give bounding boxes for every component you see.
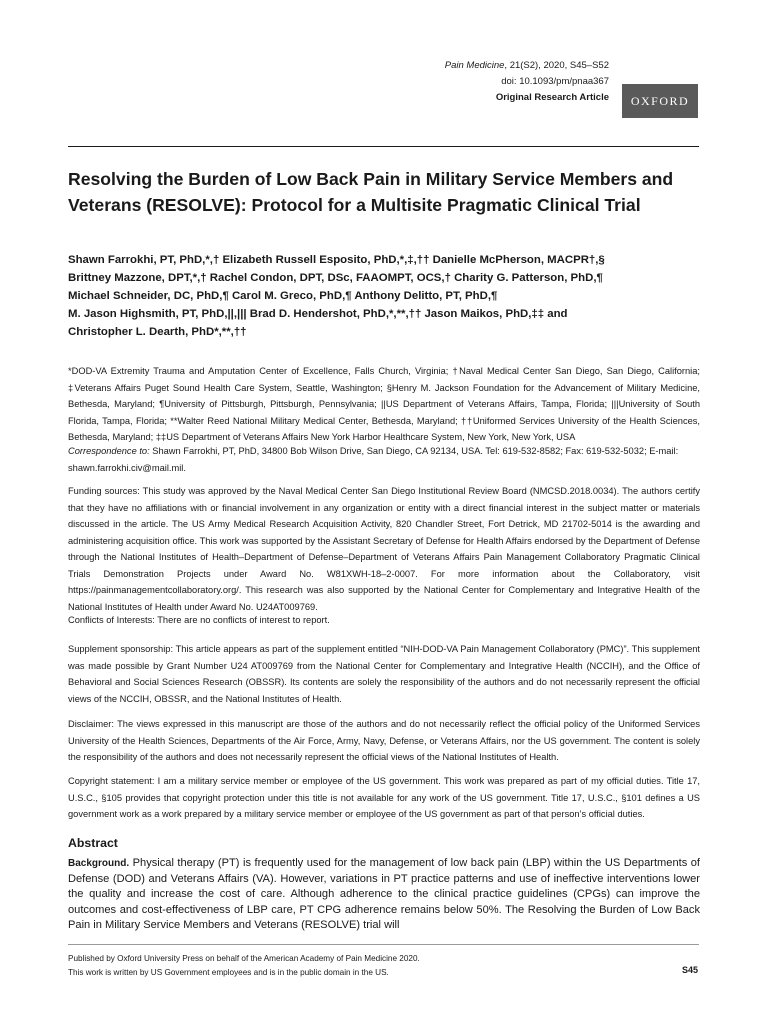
oxford-logo: OXFORD	[622, 84, 698, 118]
copyright-statement: Copyright statement: I am a military service member or employee of the US government. This work was prepared as part of my official duties. Title 17, U.S.C., §105 provides that copyright protection under this title is not available for any work of the US government. Title 17, U.S.C., §101 defines a US government work as a work prepared by a military service member or employee of the US government as part of that person’s official duties.	[68, 776, 700, 819]
abstract-heading: Abstract	[68, 836, 118, 850]
footer	[68, 952, 700, 979]
article-type: Original Research Article	[495, 92, 609, 103]
footer-divider	[68, 944, 699, 945]
article-title: Resolving the Burden of Low Back Pain in Military Service Members and Veterans (RESOLVE): Protocol for a Multisite Pragmatic Clinical Trial	[68, 169, 674, 215]
author-line: M. Jason Highsmith, PT, PhD,||,||| Brad D. Hendershot, PhD,*,**,†† Jason Maikos, PhD,‡‡ and	[68, 308, 568, 320]
author-list	[68, 251, 708, 341]
page-number: S45	[681, 965, 698, 975]
disclaimer: Disclaimer: The views expressed in this manuscript are those of the authors and do not necessarily reflect the official policy of the Uniformed Services University of the Health Sciences, Departments of the Air Force, Army, Navy, Defense, or Veterans Affairs, nor the US government. The content is solely the responsibility of the authors and does not necessarily represent the official views of the National Institutes of Health.	[68, 719, 700, 762]
supplement-sponsorship: Supplement sponsorship: This article appears as part of the supplement entitled “NIH-DOD-VA Pain Management Collaboratory (PMC)”. This supplement was made possible by Grant Number U24 AT009769 from the National Center for Complementary and Integrative Health (NCCIH), and the Office of Behavioral and Social Sciences Research (OBSSR). Its contents are solely the responsibility of the authors and do not necessarily represent the official views of the NCCIH, OBSSR, and the National Institutes of Health.	[68, 644, 700, 704]
journal-citation-block	[445, 58, 609, 106]
author-line: Shawn Farrokhi, PT, PhD,*,† Elizabeth Russell Esposito, PhD,*,‡,†† Danielle McPherson, MACPR†,§	[68, 254, 605, 266]
journal-citation	[445, 58, 609, 74]
correspondence-label: Correspondence to:	[68, 446, 150, 456]
author-line: Michael Schneider, DC, PhD,¶ Carol M. Greco, PhD,¶ Anthony Delitto, PT, PhD,¶	[68, 290, 498, 302]
journal-name: Pain Medicine	[444, 60, 505, 71]
funding-sources: Funding sources: This study was approved by the Naval Medical Center San Diego Institutional Review Board (NMCSD.2018.0034). The authors certify that they have no affiliations with or financial involvement in any organization or entity with a direct financial interest in the subject matter or materials discussed in the article. The US Army Medical Research Acquisition Activity, 820 Chandler Street, Fort Detrick, MD 21702-5014 is the awarding and administering acquisition office. This work was supported by the Assistant Secretary of Defense for Health Affairs endorsed by the Department of Defense through the National Institutes of Health–Department of Defense–Department of Veterans Affairs Pain Management Collaboratory Pragmatic Clinical Trials Demonstration Projects under Award No. W81XWH-18–2-0007. For more information about the Collaboratory, visit https://painmanagementcollaboratory.org/. This research was also supported by the National Center for Complementary and Integrative Health of the National Institutes of Health under Award No. U24AT009769.	[68, 486, 700, 612]
abstract-background	[68, 856, 700, 934]
correspondence-text: Shawn Farrokhi, PT, PhD, 34800 Bob Wilson Drive, San Diego, CA 92134, USA. Tel: 619-532-8582; Fax: 619-532-5032; E-mail: shawn.farrokhi.civ@mail.mil.	[68, 446, 679, 473]
author-line: Brittney Mazzone, DPT,*,† Rachel Condon, DPT, DSc, FAAOMPT, OCS,† Charity G. Patterson, PhD,¶	[68, 272, 603, 284]
author-line: Christopher L. Dearth, PhD*,**,††	[68, 326, 247, 338]
header-divider	[68, 146, 699, 147]
background-text: Physical therapy (PT) is frequently used for the management of low back pain (LBP) within the US Departments of Defense (DOD) and Veterans Affairs (VA). However, variations in PT practice patterns and use of ineffective interventions lower the quality and increase the cost of care. Although adherence to the clinical practice guidelines (CPGs) can improve the outcomes and cost-effectiveness of LBP care, PT CPG adherence remains below 50%. The Resolving the Burden of Low Back Pain in Military Service Members and Veterans (RESOLVE) trial will	[68, 857, 700, 931]
affiliations: *DOD-VA Extremity Trauma and Amputation Center of Excellence, Falls Church, Virginia; †Naval Medical Center San Diego, San Diego, California; ‡Veterans Affairs Puget Sound Health Care System, Seattle, Washington; §Henry M. Jackson Foundation for the Advancement of Military Medicine, Bethesda, Maryland; ¶University of Pittsburgh, Pittsburgh, Pennsylvania; ||US Department of Veterans Affairs, Tampa, Florida; |||University of South Florida, Tampa, Florida; **Walter Reed National Military Medical Center, Bethesda, Maryland; ††Uniformed Services University of the Health Sciences, Bethesda, Maryland; ‡‡US Department of Veterans Affairs New York Harbor Healthcare System, New York, New York, USA	[68, 366, 700, 442]
background-label: Background.	[68, 858, 130, 869]
public-domain-note: This work is written by US Government employees and is in the public domain in the US.	[68, 967, 389, 977]
correspondence	[68, 443, 700, 476]
publisher-note: Published by Oxford University Press on behalf of the American Academy of Pain Medicine 2020.	[68, 954, 420, 963]
journal-volume: , 21(S2), 2020, S45–S52	[504, 60, 609, 71]
conflicts-of-interest: Conflicts of Interests: There are no conflicts of interest to report.	[68, 615, 330, 625]
doi[interactable]: doi: 10.1093/pm/pnaa367	[501, 76, 609, 87]
